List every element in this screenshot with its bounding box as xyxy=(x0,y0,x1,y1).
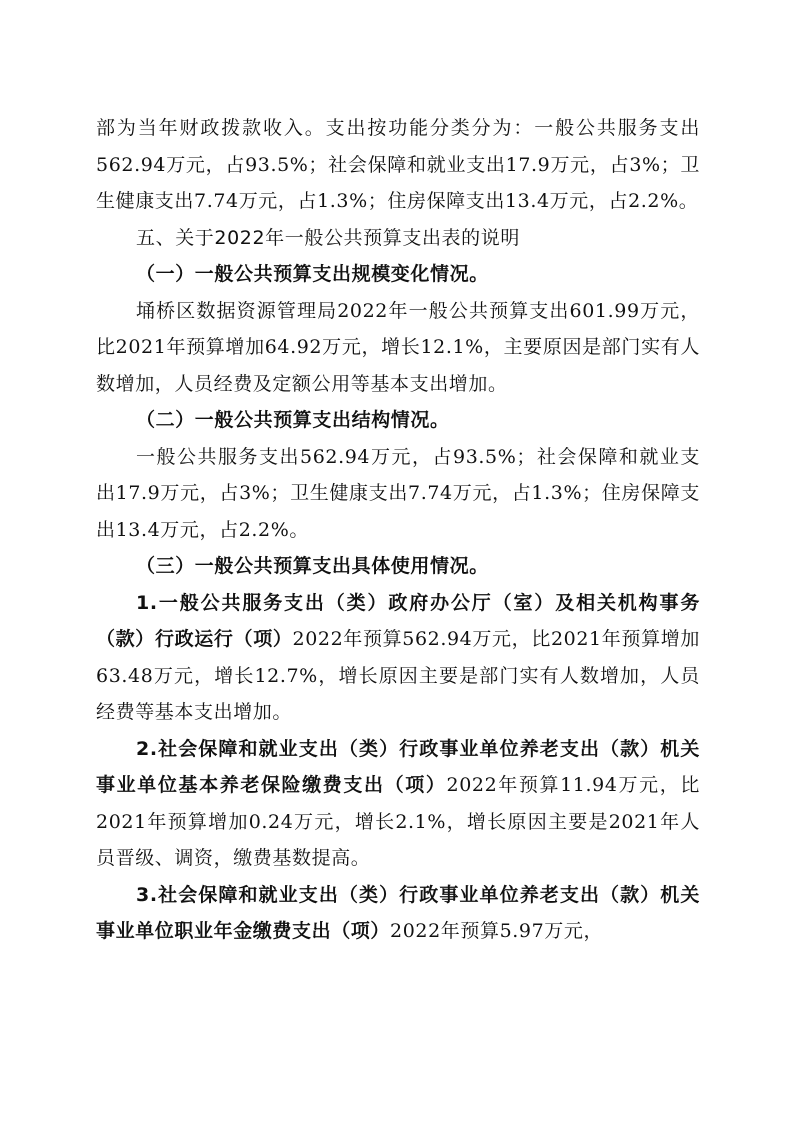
subheading-structure: （二）一般公共预算支出结构情况。 xyxy=(136,409,450,431)
document-page xyxy=(96,110,700,950)
item-3-text: 2022年预算5.97万元， xyxy=(390,920,604,942)
paragraph-item-1 xyxy=(96,585,700,731)
paragraph-item-2 xyxy=(96,731,700,877)
subheading-specific-use: （三）一般公共预算支出具体使用情况。 xyxy=(136,555,489,577)
item-2-text: 2022年预算11.94万元，比2021年预算增加0.24万元，增长2.1%，增长原因主要是2021年人员晋级、调资，缴费基数提高。 xyxy=(96,774,700,869)
item-1-title: 1.一般公共服务支出（类）政府办公厅（室）及相关机构事务（款）行政运行（项） xyxy=(96,591,700,650)
item-1-text: 2022年预算562.94万元，比2021年预算增加63.48万元，增长12.7%，增长原因主要是部门实有人数增加，人员经费等基本支出增加。 xyxy=(96,628,700,723)
subheading-scale-change: （一）一般公共预算支出规模变化情况。 xyxy=(136,263,489,285)
paragraph-structure: 一般公共服务支出562.94万元，占93.5%；社会保障和就业支出17.9万元，占3%；卫生健康支出7.74万元，占1.3%；住房保障支出13.4万元，占2.2%。 xyxy=(96,445,700,541)
item-3-title: 3.社会保障和就业支出（类）行政事业单位养老支出（款）机关事业单位职业年金缴费支出（项） xyxy=(96,883,700,942)
paragraph-item-3 xyxy=(96,877,700,950)
paragraph-budget-summary-tail: 部为当年财政拨款收入。支出按功能分类分为：一般公共服务支出562.94万元，占93.5%；社会保障和就业支出17.9万元，占3%；卫生健康支出7.74万元，占1.3%；住房保障支出13.4万元，占2.2%。 xyxy=(96,117,700,212)
item-2-title: 2.社会保障和就业支出（类）行政事业单位养老支出（款）机关事业单位基本养老保险缴费支出（项） xyxy=(96,737,700,796)
paragraph-scale-change: 埇桥区数据资源管理局2022年一般公共预算支出601.99万元，比2021年预算增加64.92万元，增长12.1%，主要原因是部门实有人数增加，人员经费及定额公用等基本支出增加。 xyxy=(96,299,700,395)
section-heading-five: 五、关于2022年一般公共预算支出表的说明 xyxy=(136,226,520,249)
